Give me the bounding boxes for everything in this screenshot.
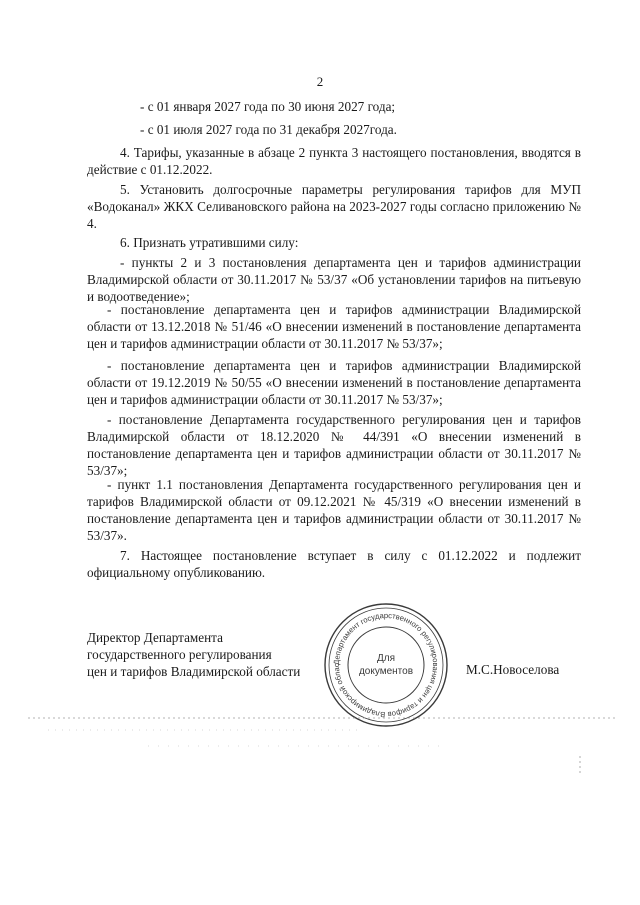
paragraph-period-1: - с 01 января 2027 года по 30 июня 2027 года; <box>140 99 396 114</box>
scan-noise-lines <box>28 716 618 776</box>
paragraph-item-7: 7. Настоящее постановление вступает в силу с 01.12.2022 и подлежит официальному опубликованию. <box>87 548 581 580</box>
signatory-title <box>87 629 347 680</box>
paragraph-repeal-3: - постановление департамента цен и тарифов администрации Владимирской области от 19.12.2019 № 50/55 «О внесении изменений в постановление департамента цен и тарифов администрации области от 30.11.2017 № 53/37»; <box>87 358 581 407</box>
paragraph-repeal-1: - пункты 2 и 3 постановления департамента цен и тарифов администрации Владимирской области от 30.11.2017 № 53/37 «Об установлении тарифов на питьевую и водоотведение»; <box>87 255 581 304</box>
official-stamp <box>322 601 450 729</box>
svg-text:Департамент государственного р: Департамент государственного регулирования цен и тарифов Владимирской облас <box>331 610 441 720</box>
signatory-title-line: Директор Департамента <box>87 630 223 645</box>
stamp-seal <box>322 601 450 729</box>
signatory-name: М.С.Новоселова <box>466 662 560 677</box>
page-number: 2 <box>316 74 324 89</box>
paragraph-period-2: - с 01 июля 2027 года по 31 декабря 2027года. <box>140 122 397 137</box>
stamp-center-text: Для <box>376 653 396 664</box>
paragraph-item-5: 5. Установить долгосрочные параметры регулирования тарифов для МУП «Водоканал» ЖКХ Селивановского района на 2023-2027 годы согласно приложению № 4. <box>87 182 581 231</box>
paragraph-item-6: 6. Признать утратившими силу: <box>120 235 299 250</box>
stamp-center-text: документов <box>358 666 414 677</box>
paragraph-item-4: 4. Тарифы, указанные в абзаце 2 пункта 3 настоящего постановления, вводятся в действие с 01.12.2022. <box>87 145 581 177</box>
paragraph-repeal-4: - постановление Департамента государственного регулирования цен и тарифов Владимирской области от 18.12.2020 № 44/391 «О внесении изменений в постановление департамента цен и тарифов администрации области от 30.11.2017 № 53/37»; <box>87 412 581 478</box>
paragraph-repeal-2: - постановление департамента цен и тарифов администрации Владимирской области от 13.12.2018 № 51/46 «О внесении изменений в постановление департамента цен и тарифов администрации области от 30.11.2017 № 53/37»; <box>87 302 581 351</box>
paragraph-repeal-5: - пункт 1.1 постановления Департамента государственного регулирования цен и тарифов Владимирской области от 09.12.2021 № 45/319 «О внесении изменений в постановление департамента цен и тарифов администрации области от 30.11.2017 № 53/37». <box>87 477 581 543</box>
signatory-title-line: цен и тарифов Владимирской области <box>87 664 301 679</box>
signatory-title-line: государственного регулирования <box>87 647 272 662</box>
